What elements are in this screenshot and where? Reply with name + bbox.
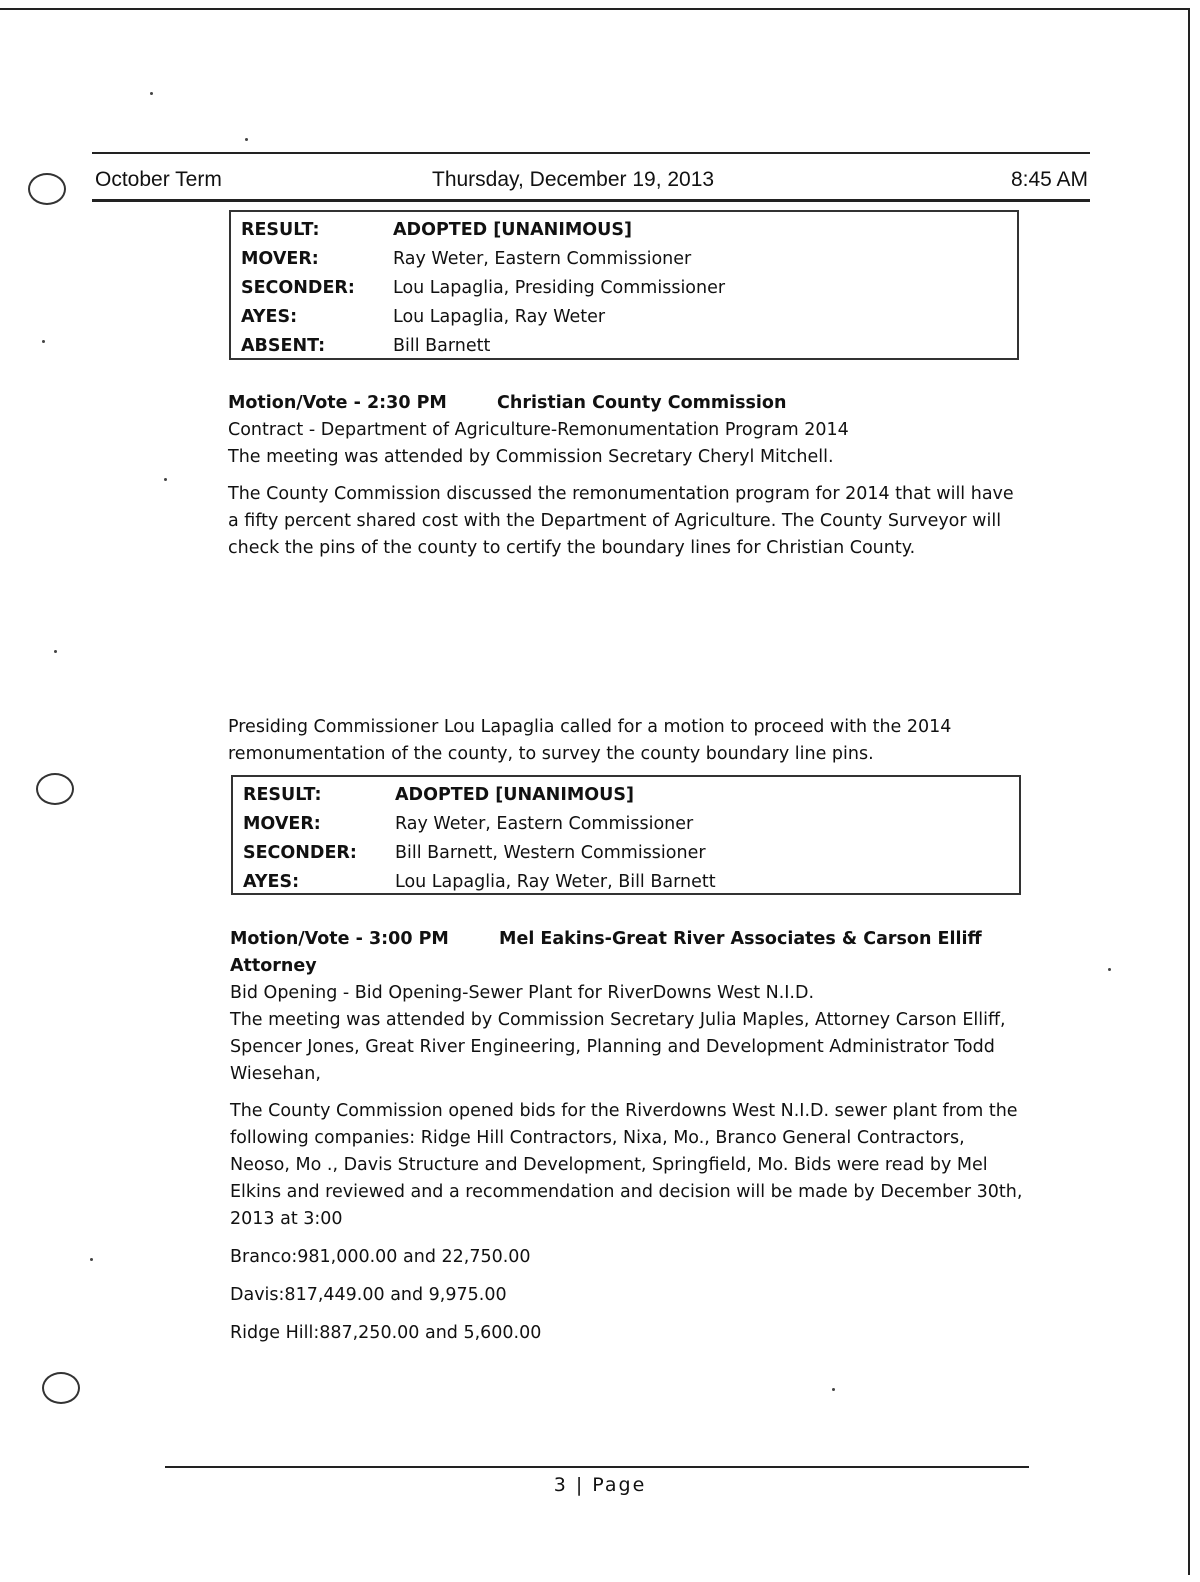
vote-row-absent xyxy=(241,336,1007,365)
scan-speck xyxy=(150,92,153,95)
motion-subject: Contract - Department of Agriculture-Remonumentation Program 2014 xyxy=(228,420,849,440)
vote-value: Bill Barnett xyxy=(393,336,491,356)
vote-row-mover xyxy=(243,814,1009,843)
motion-2-heading xyxy=(230,926,1030,953)
vote-value: Ray Weter, Eastern Commissioner xyxy=(393,249,692,269)
motion-time: 3:00 PM xyxy=(368,929,449,949)
vote-row-ayes xyxy=(241,307,1007,336)
footer-rule xyxy=(165,1466,1029,1468)
motion-discussion: The County Commission opened bids for the Riverdowns West N.I.D. sewer plant from the following companies: Ridge Hill Contractors, Nixa, Mo., Branco General Contractors, Neoso, Mo ., Davis Structure and Development, Springfield, Mo. Bids were read by Mel Elkins and reviewed and a recommendation and decision will be made by December 30th, 2013 at 3:00 xyxy=(230,1101,1023,1229)
punch-hole-top xyxy=(28,173,66,205)
vote-value: Lou Lapaglia, Ray Weter xyxy=(393,307,606,327)
meeting-time: 8:45 AM xyxy=(1010,168,1088,191)
vote-row-seconder xyxy=(243,843,1009,872)
vote-label: AYES: xyxy=(243,872,300,892)
bid-item-davis: Davis:817,449.00 and 9,975.00 xyxy=(230,1285,507,1305)
page-number: 3 | Page xyxy=(553,1474,647,1496)
vote-value: Bill Barnett, Western Commissioner xyxy=(395,843,706,863)
motion-subject: Bid Opening - Bid Opening-Sewer Plant for RiverDowns West N.I.D. xyxy=(230,983,815,1003)
vote-label: ABSENT: xyxy=(241,336,326,356)
vote-label: SECONDER: xyxy=(241,278,355,298)
motion-2-section xyxy=(230,926,1030,1347)
scan-speck xyxy=(1108,968,1111,971)
motion-call-section xyxy=(228,714,1028,768)
vote-row-result xyxy=(243,785,1009,814)
motion-body-continued: Attorney xyxy=(230,956,317,976)
bid-item-branco: Branco:981,000.00 and 22,750.00 xyxy=(230,1247,531,1267)
scan-speck xyxy=(42,340,45,343)
motion-1-section xyxy=(228,390,1028,562)
punch-hole-bottom xyxy=(42,1372,80,1404)
motion-body: Mel Eakins-Great River Associates & Carson Elliff xyxy=(499,929,982,949)
scan-speck xyxy=(90,1258,93,1261)
bid-item-ridge-hill: Ridge Hill:887,250.00 and 5,600.00 xyxy=(230,1323,542,1343)
vote-row-result xyxy=(241,220,1007,249)
motion-time: 2:30 PM xyxy=(366,393,447,413)
vote-label: RESULT: xyxy=(241,220,320,240)
motion-prefix: Motion/Vote - xyxy=(228,393,361,413)
vote-value: ADOPTED [UNANIMOUS] xyxy=(393,220,632,240)
motion-body: Christian County Commission xyxy=(497,393,787,413)
scan-speck xyxy=(164,478,167,481)
punch-hole-middle xyxy=(36,773,74,805)
vote-row-mover xyxy=(241,249,1007,278)
page-header xyxy=(92,152,1090,202)
scan-speck xyxy=(245,138,248,141)
meeting-date: Thursday, December 19, 2013 xyxy=(432,168,715,191)
vote-label: AYES: xyxy=(241,307,298,327)
vote-value: Lou Lapaglia, Ray Weter, Bill Barnett xyxy=(395,872,716,892)
term-label: October Term xyxy=(95,168,222,191)
motion-attendance: The meeting was attended by Commission Secretary Cheryl Mitchell. xyxy=(228,447,834,467)
vote-label: SECONDER: xyxy=(243,843,357,863)
motion-call-text: Presiding Commissioner Lou Lapaglia called for a motion to proceed with the 2014 remonumentation of the county, to survey the county boundary line pins. xyxy=(228,717,952,764)
vote-result-box-1 xyxy=(229,210,1019,360)
motion-attendance: The meeting was attended by Commission Secretary Julia Maples, Attorney Carson Elliff, Spencer Jones, Great River Engineering, Planning and Development Administrator Todd Wiesehan, xyxy=(230,1010,1006,1084)
scan-speck xyxy=(832,1388,835,1391)
vote-result-box-2 xyxy=(231,775,1021,895)
vote-value: Ray Weter, Eastern Commissioner xyxy=(395,814,694,834)
vote-row-seconder xyxy=(241,278,1007,307)
motion-discussion: The County Commission discussed the remonumentation program for 2014 that will have a fifty percent shared cost with the Department of Agriculture. The County Surveyor will check the pins of the county to certify the boundary lines for Christian County. xyxy=(228,484,1014,558)
vote-label: MOVER: xyxy=(243,814,321,834)
scan-speck xyxy=(54,650,57,653)
motion-prefix: Motion/Vote - xyxy=(230,929,363,949)
vote-value: ADOPTED [UNANIMOUS] xyxy=(395,785,634,805)
motion-1-heading xyxy=(228,390,1028,417)
vote-row-ayes xyxy=(243,872,1009,901)
vote-label: RESULT: xyxy=(243,785,322,805)
vote-value: Lou Lapaglia, Presiding Commissioner xyxy=(393,278,726,298)
vote-label: MOVER: xyxy=(241,249,319,269)
